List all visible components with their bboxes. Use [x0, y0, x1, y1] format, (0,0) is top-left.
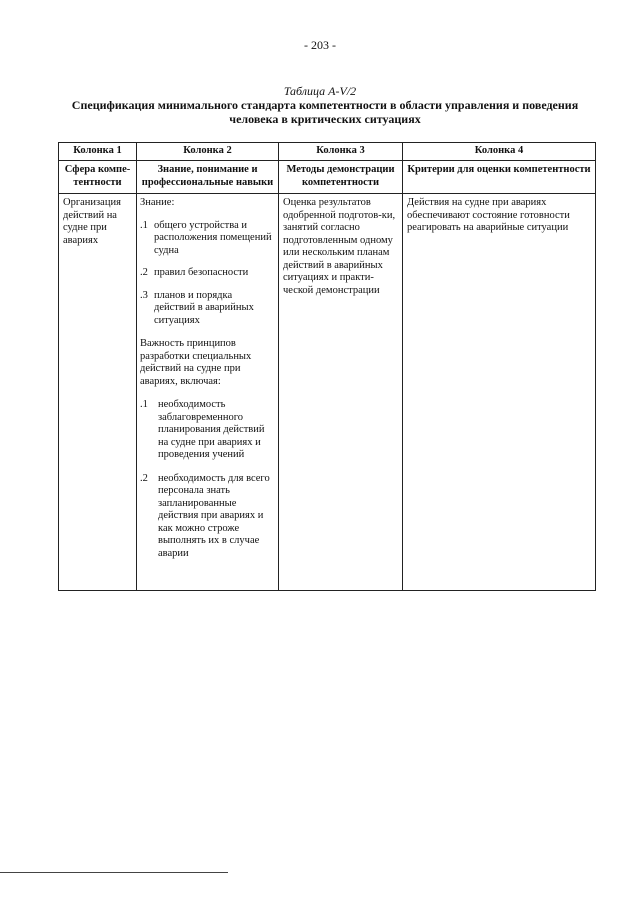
competence-cell: Организация действий на судне при авариях — [59, 194, 137, 591]
column-number: Колонка 2 — [137, 143, 279, 161]
item-text: необходимость для всего персонала знать запланированные действия при авариях и как можно строже выполнять их в случае аварии — [158, 472, 270, 559]
item-text: необходимость заблаговременного планирования действий на судне при авариях и проведения учений — [158, 399, 265, 460]
column-header: Критерии для оценки компетентности — [403, 161, 596, 194]
table-title: Спецификация минимального стандарта компетентности в области управления и поведения человека в критических ситуациях — [71, 98, 579, 126]
item-text: общего устройства и расположения помещений судна — [154, 219, 272, 256]
methods-cell: Оценка результатов одобренной подготов-ки, занятий согласно подготовленным одному или нескольким планам действий в аварийных ситуациях и практи-ческой демонстрации — [279, 194, 403, 591]
item-number: .2 — [140, 267, 148, 278]
knowledge-label: Знание: — [140, 197, 175, 208]
importance-item — [140, 473, 274, 561]
item-text: планов и порядка действий в аварийных ситуациях — [154, 289, 254, 326]
column-number: Колонка 3 — [279, 143, 403, 161]
table-row — [59, 194, 596, 591]
item-number: .1 — [140, 399, 148, 410]
knowledge-item — [140, 290, 274, 328]
column-number-row — [59, 143, 596, 161]
knowledge-item — [140, 267, 274, 280]
item-number: .3 — [140, 289, 148, 301]
criteria-cell: Действия на судне при авариях обеспечивают состояние готовности реагировать на аварийные ситуации — [403, 194, 596, 591]
column-header: Знание, понимание и профессиональные навыки — [137, 161, 279, 194]
page-number: - 203 - — [304, 38, 336, 52]
column-number: Колонка 1 — [59, 143, 137, 161]
specification-table — [58, 142, 596, 591]
importance-text: Важность принципов разработки специальных действий на судне при авариях, включая: — [140, 338, 252, 387]
column-header-row — [59, 161, 596, 194]
item-number: .1 — [140, 219, 148, 231]
importance-item — [140, 399, 274, 462]
bottom-rule — [0, 872, 228, 873]
column-header: Сфера компе-тентности — [59, 161, 137, 194]
column-number: Колонка 4 — [403, 143, 596, 161]
table-caption: Таблица A-V/2 — [283, 84, 357, 98]
knowledge-item — [140, 220, 274, 258]
item-text: правил безопасности — [154, 267, 249, 278]
column-header: Методы демонстрации компетентности — [279, 161, 403, 194]
knowledge-cell — [137, 194, 279, 591]
item-number: .2 — [140, 472, 148, 484]
